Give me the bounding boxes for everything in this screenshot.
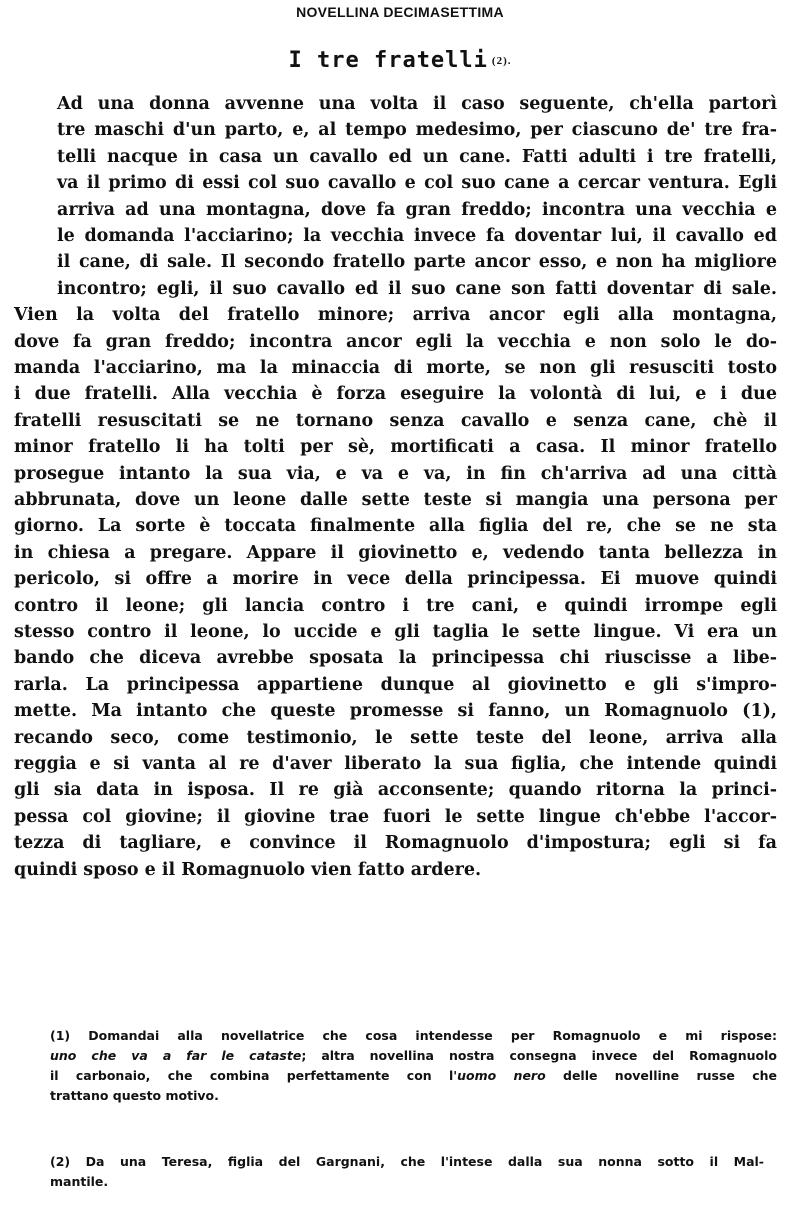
story-title <box>0 48 800 73</box>
body-line-25: recando seco, come testimonio, le sette teste del leone, arriva alla <box>14 727 777 748</box>
body-line-18: in chiesa a pregare. Appare il giovinetto e, vedendo tanta bellezza in <box>14 542 777 563</box>
body-line-28: pessa col giovine; il giovine trae fuori le sette lingue ch'ebbe l'accor- <box>14 806 777 827</box>
footnote-1-line-4: trattano questo motivo. <box>50 1088 219 1103</box>
footnote-2-line-2: mantile. <box>50 1174 109 1189</box>
footnote-1-line-3 <box>50 1066 777 1086</box>
body-line-29: tezza di tagliare, e convince il Romagnuolo d'impostura; egli si fa <box>14 833 777 854</box>
story-title-text: I tre fratelli <box>288 48 488 73</box>
body-line-12: i due fratelli. Alla vecchia è forza eseguire la volontà di lui, e i due <box>14 384 777 405</box>
body-line-4: va il primo di essi col suo cavallo e col suo cane a cercar ventura. Egli <box>57 173 777 194</box>
footnote-1-italic-uomo-nero: uomo nero <box>457 1068 546 1083</box>
body-line-11: manda l'acciarino, ma la minaccia di morte, se non gli resusciti tosto <box>14 358 777 378</box>
footnote-2-line-1: (2) Da una Teresa, figlia del Gargnani, che l'intese dalla sua nonna sotto il Mal- <box>50 1154 764 1169</box>
footnote-1-line-2 <box>50 1046 777 1066</box>
body-line-17: giorno. La sorte è toccata finalmente alla figlia del re, che se ne sta <box>14 516 777 537</box>
body-line-30: quindi sposo e il Romagnuolo vien fatto ardere. <box>14 859 482 880</box>
body-line-14: minor fratello li ha tolti per sè, mortificati a casa. Il minor fratello <box>14 437 777 458</box>
footnote-1-line-1: (1) Domandai alla novellatrice che cosa intendesse per Romagnuolo e mi rispose: <box>50 1028 777 1043</box>
body-line-22: bando che diceva avrebbe sposata la principessa chi riuscisse a libe- <box>14 648 777 669</box>
body-line-23: rarla. La principessa appartiene dunque al giovinetto e gli s'impro- <box>14 674 777 695</box>
body-line-13: fratelli resuscitati se ne tornano senza cavallo e senza cane, chè il <box>14 410 777 431</box>
title-footnote-ref: (2). <box>491 55 512 67</box>
body-line-8: incontro; egli, il suo cavallo ed il suo cane son fatti doventar di sale. <box>57 278 777 299</box>
body-line-19: pericolo, si offre a morire in vece della principessa. Ei muove quindi <box>14 569 777 590</box>
body-line-21: stesso contro il leone, lo uccide e gli taglia le sette lingue. Vi era un <box>14 622 777 642</box>
footnote-1-italic-phrase: uno che va a far le cataste <box>50 1048 302 1063</box>
body-line-6: le domanda l'acciarino; la vecchia invece fa doventar lui, il cavallo ed <box>57 226 777 246</box>
body-line-20: contro il leone; gli lancia contro i tre cani, e quindi irrompe egli <box>14 595 777 616</box>
body-line-27: gli sia data in isposa. Il re già acconsente; quando ritorna la princi- <box>14 780 777 801</box>
body-line-15: prosegue intanto la sua via, e va e va, in fin ch'arriva ad una città <box>14 463 777 484</box>
body-line-2: tre maschi d'un parto, e, al tempo medesimo, per ciascuno de' tre fra- <box>57 120 777 141</box>
body-line-24: mette. Ma intanto che queste promesse si fanno, un Romagnuolo (1), <box>14 701 777 722</box>
body-line-1: Ad una donna avvenne una volta il caso seguente, ch'ella partorì <box>57 94 777 114</box>
body-line-5: arriva ad una montagna, dove fa gran freddo; incontra una vecchia e <box>57 199 777 220</box>
footnote-1-line-2-rest: ; altra novellina nostra consegna invece del Romagnuolo <box>301 1048 777 1063</box>
footnote-1-line-3-start: il carbonaio, che combina perfettamente con l' <box>50 1068 458 1083</box>
body-line-26: reggia e si vanta al re d'aver liberato la sua figlia, che intende quindi <box>14 754 777 774</box>
body-line-3: telli nacque in casa un cavallo ed un cane. Fatti adulti i tre fratelli, <box>57 146 777 167</box>
running-head: NOVELLINA DECIMASETTIMA <box>296 4 504 20</box>
body-line-10: dove fa gran freddo; incontra ancor egli la vecchia e non solo le do- <box>14 331 777 352</box>
body-line-7: il cane, di sale. Il secondo fratello parte ancor esso, e non ha migliore <box>57 252 777 273</box>
body-line-9: Vien la volta del fratello minore; arriva ancor egli alla montagna, <box>14 305 777 326</box>
body-line-16: abbrunata, dove un leone dalle sette teste si mangia una persona per <box>14 490 777 510</box>
footnote-1-line-3-end: delle novelline russe che <box>545 1068 777 1083</box>
